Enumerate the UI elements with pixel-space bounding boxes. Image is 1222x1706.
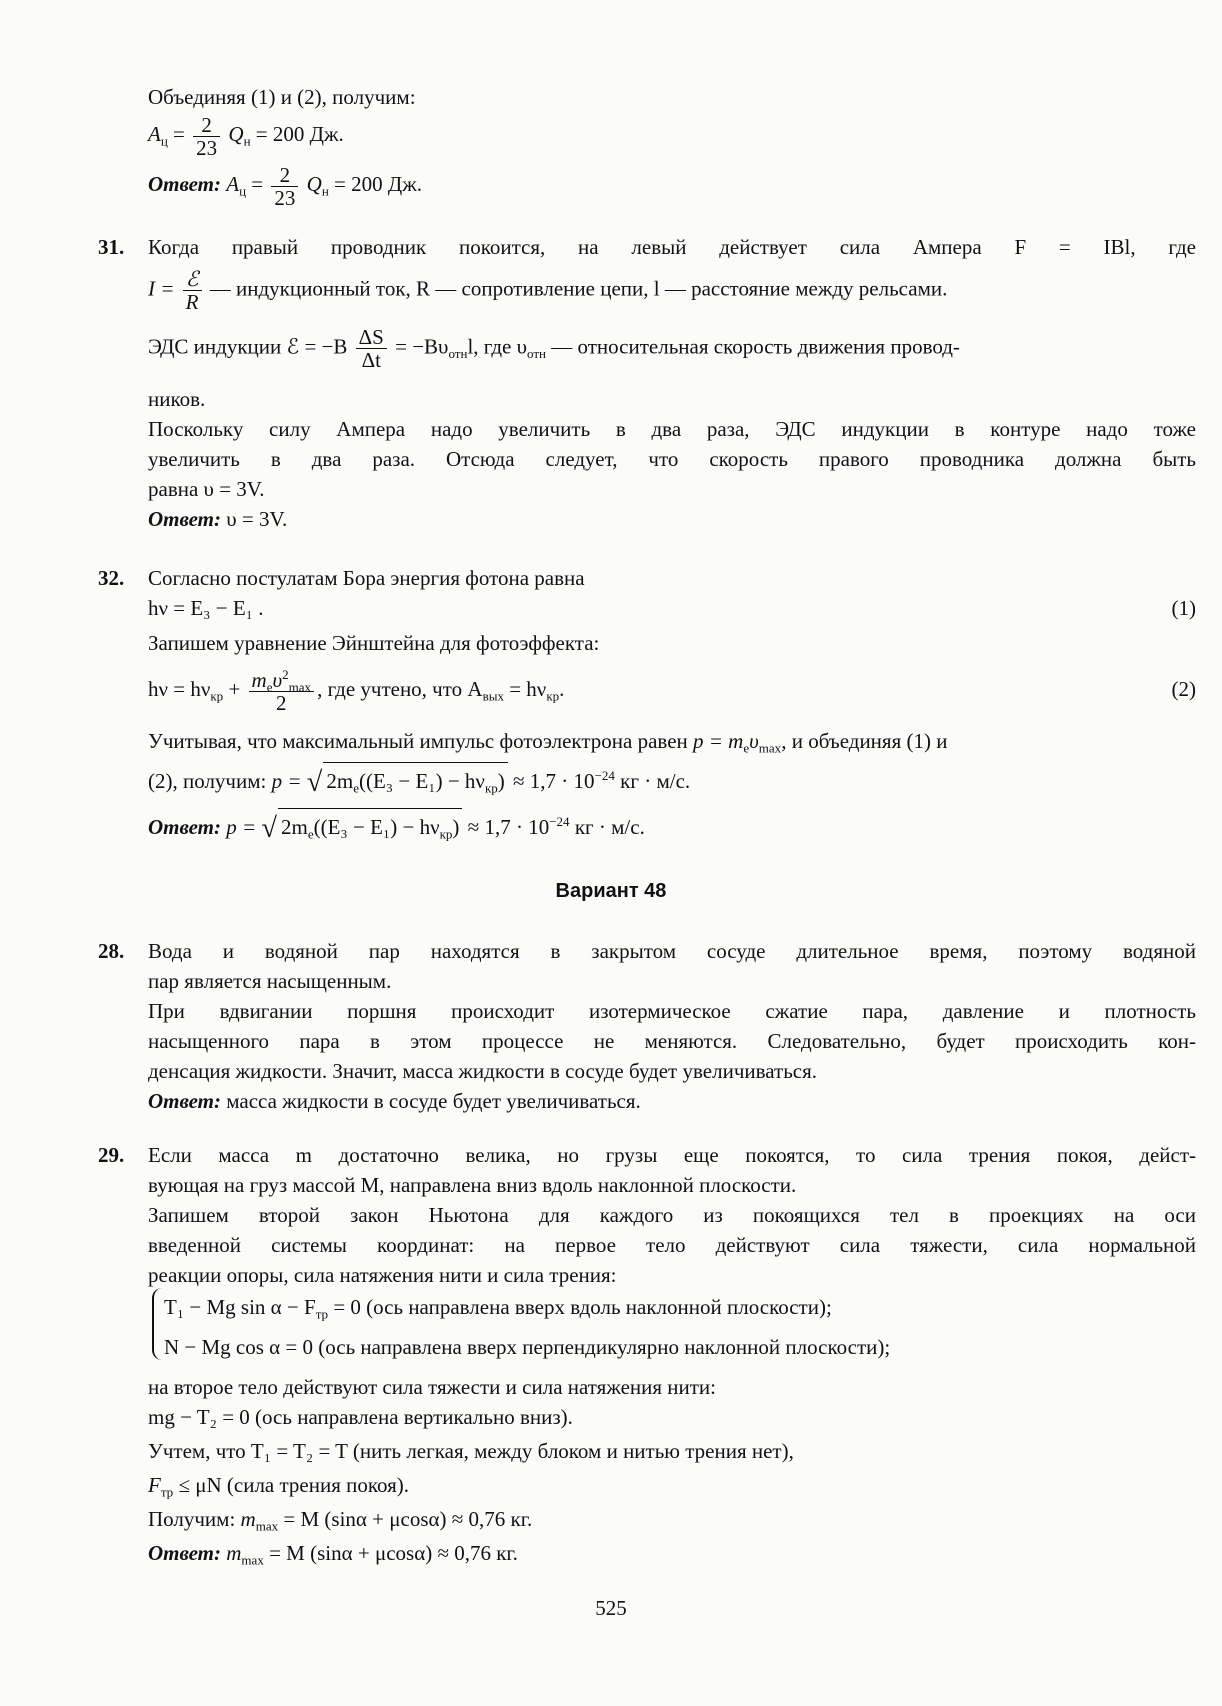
p29-line-8: на второе тело действуют сила тяжести и сила натяжения нити: [148, 1375, 717, 1399]
p29-line-3: Запишем второй закон Ньютона для каждого из покоящихся тел в проекциях на оси [148, 1203, 1196, 1227]
p32-line-6: (2), получим: p = √ $2m_e((E_3 - E_1) - h\nu_{кр}) \approx 1,7 \cdot 10^{-24}$ кг · м/с. [148, 762, 1196, 798]
p28-line-5: денсация жидкости. Значит, масса жидкости в сосуде будет увеличиваться. [148, 1059, 818, 1083]
p29-system-eq-2: N − Mg cos α = 0 (ось направлена вверх перпендикулярно наклонной плоскости); [164, 1335, 891, 1359]
p29-line-11: $F_{тр} \le \mu N$ (сила трения покоя). [148, 1473, 410, 1500]
p28-line-2: пар является насыщенным. [148, 969, 392, 993]
p28-line-4: насыщенного пара в этом процессе не меняются. Следовательно, будет происходить кон- [148, 1029, 1196, 1053]
system-brace [152, 1288, 162, 1360]
p31-line-7: равна υ = 3V. [148, 477, 265, 501]
p31-line-3: ЭДС индукции ℰ = −B $\frac{\Delta S}{\Delta t}$ = $-B\upsilon_{отн}l$, где $\upsilon_{отн}$ — относительная скорость движения провод- [148, 325, 960, 373]
problem-28-number: 28. [98, 939, 125, 963]
p31-line-2: I = $\frac{\text{ℰ}}{R}$ — индукционный ток, R — сопротивление цепи, l — расстояние между рельсами. [148, 267, 948, 315]
p32-answer: Ответ: p = √ $2m_e((E_3 - E_1) - h\nu_{кр}) \approx 1,7 \cdot 10^{-24}$ кг · м/с. [148, 808, 1196, 844]
p28-line-1: Вода и водяной пар находятся в закрытом сосуде длительное время, поэтому водяной [148, 939, 1196, 963]
p32-eq1-number: (1) [1171, 596, 1196, 620]
p32-eq2: $h\nu = h\nu_{кр}$ + $\frac{m_e\upsilon^2_{max}}{2}$ , где учтено, что $A_{вых} = h\nu_{кр}$. [148, 666, 565, 715]
problem-31-number: 31. [98, 235, 125, 259]
p30-equation: $A_ц$ = $\frac{2}{23}$ $Q_н = 200$ Дж. [148, 112, 344, 160]
p29-line-9: mg − T₂ = 0 (ось направлена вертикально вниз). [148, 1405, 573, 1429]
p31-line-1: Когда правый проводник покоится, на левый действует сила Ампера F = IBl, где [148, 235, 1196, 259]
p29-line-2: вующая на груз массой M, направлена вниз вдоль наклонной плоскости. [148, 1173, 797, 1197]
p28-line-3: При вдвигании поршня происходит изотермическое сжатие пара, давление и плотность [148, 999, 1196, 1023]
p29-line-4: введенной системы координат: на первое тело действуют сила тяжести, сила нормальной [148, 1233, 1196, 1257]
problem-29-number: 29. [98, 1143, 125, 1167]
p31-answer: Ответ: υ = 3V. [148, 507, 288, 531]
page-number: 525 [595, 1596, 627, 1620]
p31-line-5: Поскольку силу Ампера надо увеличить в два раза, ЭДС индукции в контуре надо тоже [148, 417, 1196, 441]
p29-line-5: реакции опоры, сила натяжения нити и сила трения: [148, 1263, 617, 1287]
p29-answer: Ответ: $m_{max} = M$ (sinα + μcosα) ≈ 0,76 кг. [148, 1541, 518, 1568]
p28-answer: Ответ: масса жидкости в сосуде будет увеличиваться. [148, 1089, 641, 1113]
p32-line-1: Согласно постулатам Бора энергия фотона равна [148, 566, 585, 590]
p29-line-1: Если масса m достаточно велика, но грузы еще покоятся, то сила трения покоя, дейст- [148, 1143, 1196, 1167]
p31-line-6: увеличить в два раза. Отсюда следует, что скорость правого проводника должна быть [148, 447, 1196, 471]
problem-32-number: 32. [98, 566, 125, 590]
p29-line-12: Получим: $m_{max} = M$ (sinα + μcosα) ≈ 0,76 кг. [148, 1507, 533, 1534]
p30-answer: Ответ: $A_ц$ = $\frac{2}{23}$ $Q_н = 200$ Дж. [148, 162, 422, 210]
p30-intro: Объединяя (1) и (2), получим: [148, 85, 416, 109]
p31-line-4: ников. [148, 387, 206, 411]
p32-eq2-number: (2) [1171, 677, 1196, 701]
p32-line-5: Учитывая, что максимальный импульс фотоэлектрона равен $p = m_e\upsilon_{max}$, и объединяя (1) и [148, 729, 948, 756]
variant-heading: Вариант 48 [555, 880, 667, 902]
p29-system-eq-1: T₁ − Mg $\sin \alpha - F_{тр} = 0$ (ось направлена вверх вдоль наклонной плоскости); [164, 1295, 832, 1322]
p32-line-3: Запишем уравнение Эйнштейна для фотоэффекта: [148, 631, 600, 655]
p32-eq1: hν = E₃ − E₁ . [148, 596, 264, 620]
p29-line-10: Учтем, что T₁ = T₂ = T (нить легкая, между блоком и нитью трения нет), [148, 1439, 794, 1463]
